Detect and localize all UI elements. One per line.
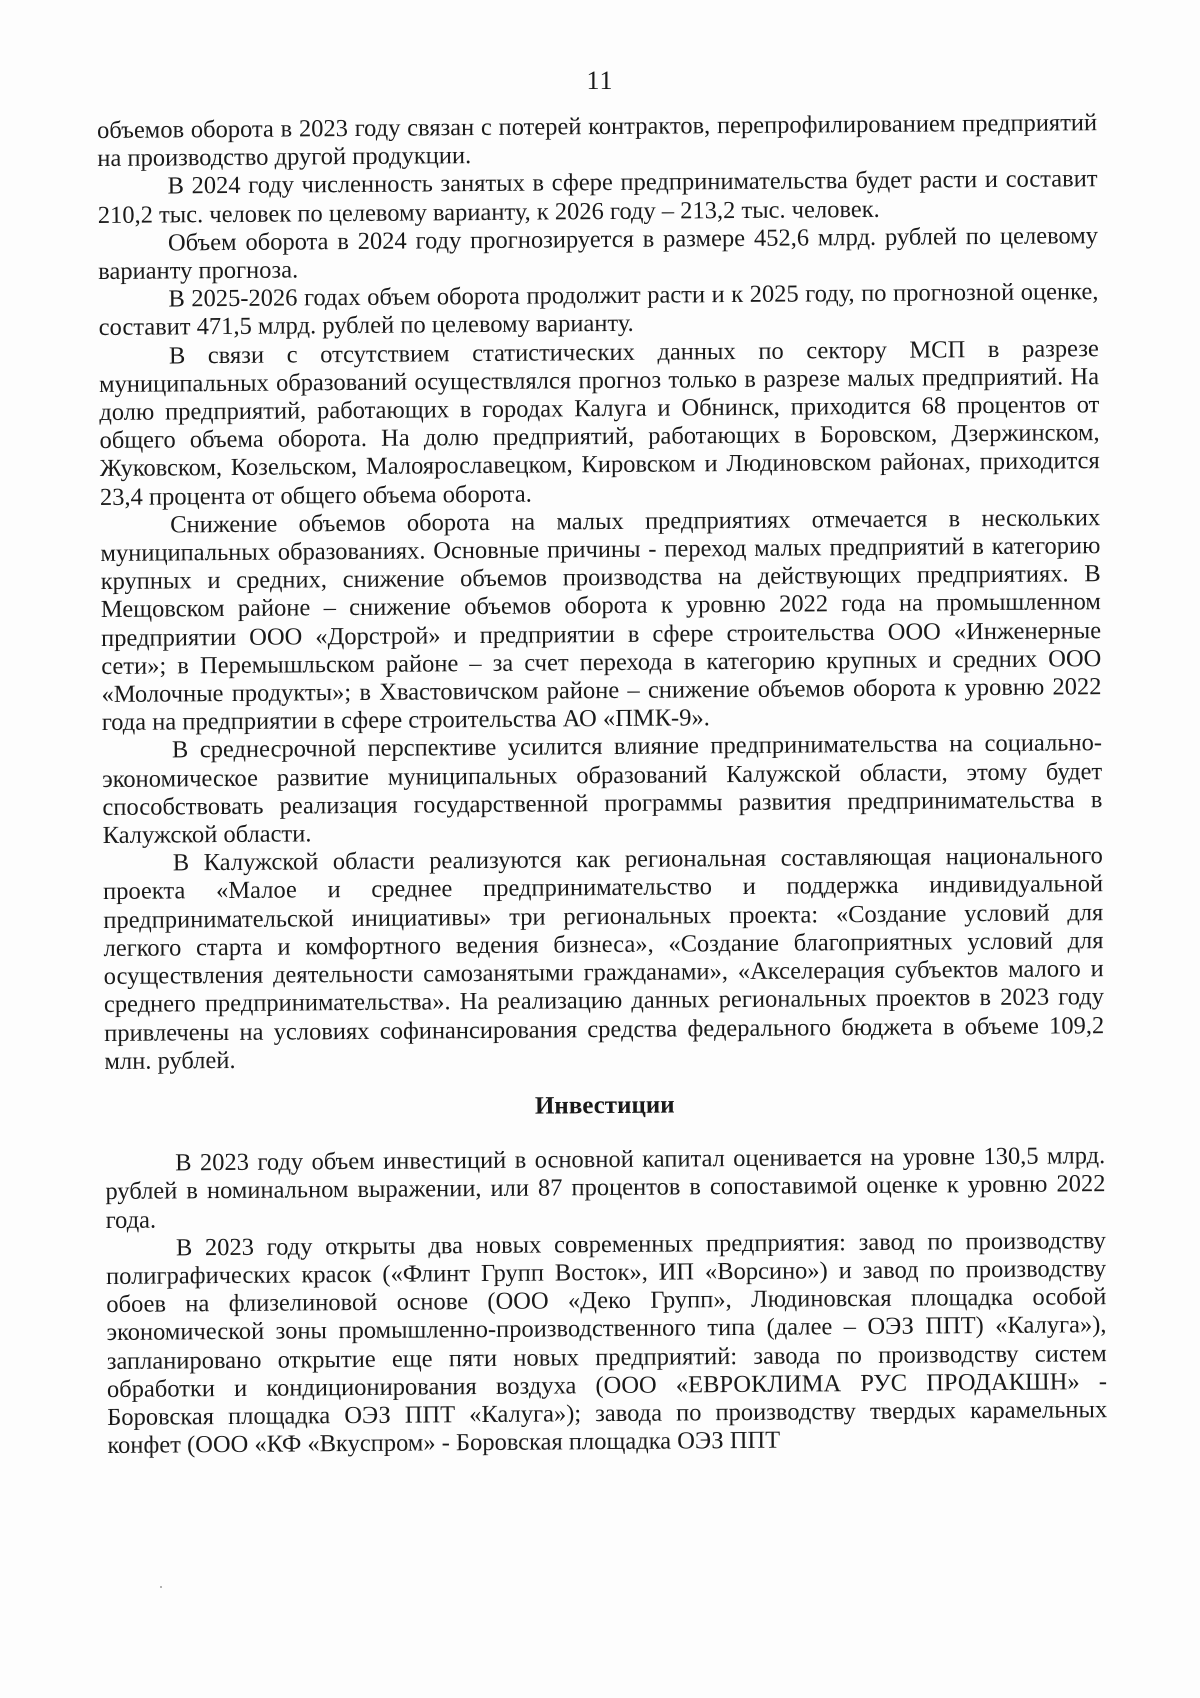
document-body bbox=[97, 109, 1108, 1460]
paragraph-medium-term: В среднесрочной перспективе усилится влияние предпринимательства на социально-экономическое развитие муниципальных образований Калужской области, этому будет способствовать реализация государственной программы развития предпринимательства в Калужской области. bbox=[102, 729, 1103, 850]
page-number: 11 bbox=[586, 66, 614, 95]
paragraph-turnover-2024: Объем оборота в 2024 году прогнозируется в размере 452,6 млрд. рублей по целевому варианту прогноза. bbox=[98, 221, 1099, 286]
paragraph-turnover-decline: Снижение объемов оборота на малых предприятиях отмечается в нескольких муниципальных образованиях. Основные причины - переход малых предприятий в категорию крупных и средних, снижение объемов производства на действующих предприятиях. В Мещовском районе – снижение объемов оборота к уровню 2022 года на промышленном предприятии ООО «Дорстрой» и предприятии в сфере строительства ООО «Инженерные сети»; в Перемышльском районе – за счет перехода в категорию крупных и средних ООО «Молочные продукты»; в Хвастовичском районе – снижение объемов оборота к уровню 2022 года на предприятии в сфере строительства АО «ПМК-9». bbox=[100, 503, 1102, 737]
paragraph-investments-volume: В 2023 году объем инвестиций в основной капитал оценивается на уровне 130,5 млрд. рублей в номинальном выражении, или 87 процентов в сопоставимой оценке к уровню 2022 года. bbox=[105, 1142, 1106, 1234]
paragraph-turnover-2025-2026: В 2025-2026 годах объем оборота продолжит расти и к 2025 году, по прогнозной оценке, составит 471,5 млрд. рублей по целевому варианту. bbox=[98, 278, 1099, 342]
paragraph-employment: В 2024 году численность занятых в сфере предпринимательства будет расти и составит 210,2 тыс. человек по целевому варианту, к 2026 году – 213,2 тыс. человек. bbox=[97, 165, 1098, 229]
scan-speck bbox=[160, 1586, 162, 1588]
paragraph-new-enterprises: В 2023 году открыты два новых современных предприятия: завод по производству полиграфических красок («Флинт Групп Восток», ИП «Ворсино») и завод по производству обоев на флизелиновой основе (ООО «Деко Групп», Людиновская площадка особой экономической зоны промышленно-производственного типа (далее – ОЭЗ ППТ) «Калуга»), запланировано открытие еще пяти новых предприятий: завода по производству систем обработки и кондиционирования воздуха (ООО «ЕВРОКЛИМА РУС ПРОДАКШН» - Боровская площадка ОЭЗ ППТ «Калуга»); завода по производству твердых карамельных конфет (ООО «КФ «Вкуспром» - Боровская площадка ОЭЗ ППТ bbox=[105, 1226, 1108, 1460]
paragraph-regional-projects: В Калужской области реализуются как региональная составляющая национального проекта «Малое и среднее предпринимательство и поддержка индивидуальной предпринимательской инициативы» три региональных проекта: «Создание условий для легкого старта и комфортного ведения бизнеса», «Создание благоприятных условий для осуществления деятельности самозанятыми гражданами», «Акселерация субъектов малого и среднего предпринимательства». На реализацию данных региональных проектов в 2023 году привлечены на условиях софинансирования средства федерального бюджета в объеме 109,2 млн. рублей. bbox=[102, 842, 1105, 1075]
paragraph-continuation: объемов оборота в 2023 году связан с потерей контрактов, перепрофилированием предприятий на производство другой продукции. bbox=[97, 109, 1098, 173]
paragraph-municipal-forecast: В связи с отсутствием статистических данных по сектору МСП в разрезе муниципальных образований осуществлялся прогноз только в разрезе малых предприятий. На долю предприятий, работающих в городах Калуга и Обнинск, приходится 68 процентов от общего объема оборота. На долю предприятий, работающих в Боровском, Дзержинском, Жуковском, Козельском, Малоярославецком, Кировском и Людиновском районах, приходится 23,4 процента от общего объема оборота. bbox=[98, 334, 1100, 511]
section-heading-investments: Инвестиции bbox=[534, 1091, 675, 1120]
